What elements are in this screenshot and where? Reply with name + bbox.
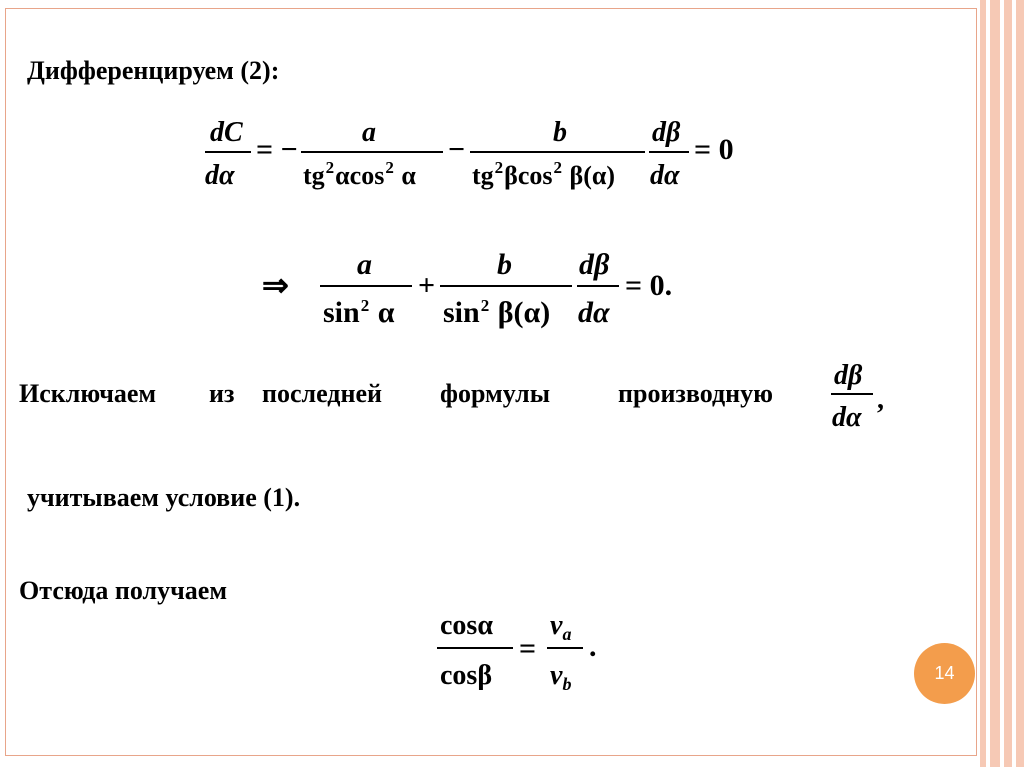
page-number-badge: 14: [914, 643, 975, 704]
heading-text: Дифференцируем (2):: [27, 56, 280, 85]
account-text: учитываем условие (1).: [27, 483, 301, 512]
decorative-stripes: [980, 0, 1024, 767]
result-text: Отсюда получаем: [19, 576, 228, 605]
